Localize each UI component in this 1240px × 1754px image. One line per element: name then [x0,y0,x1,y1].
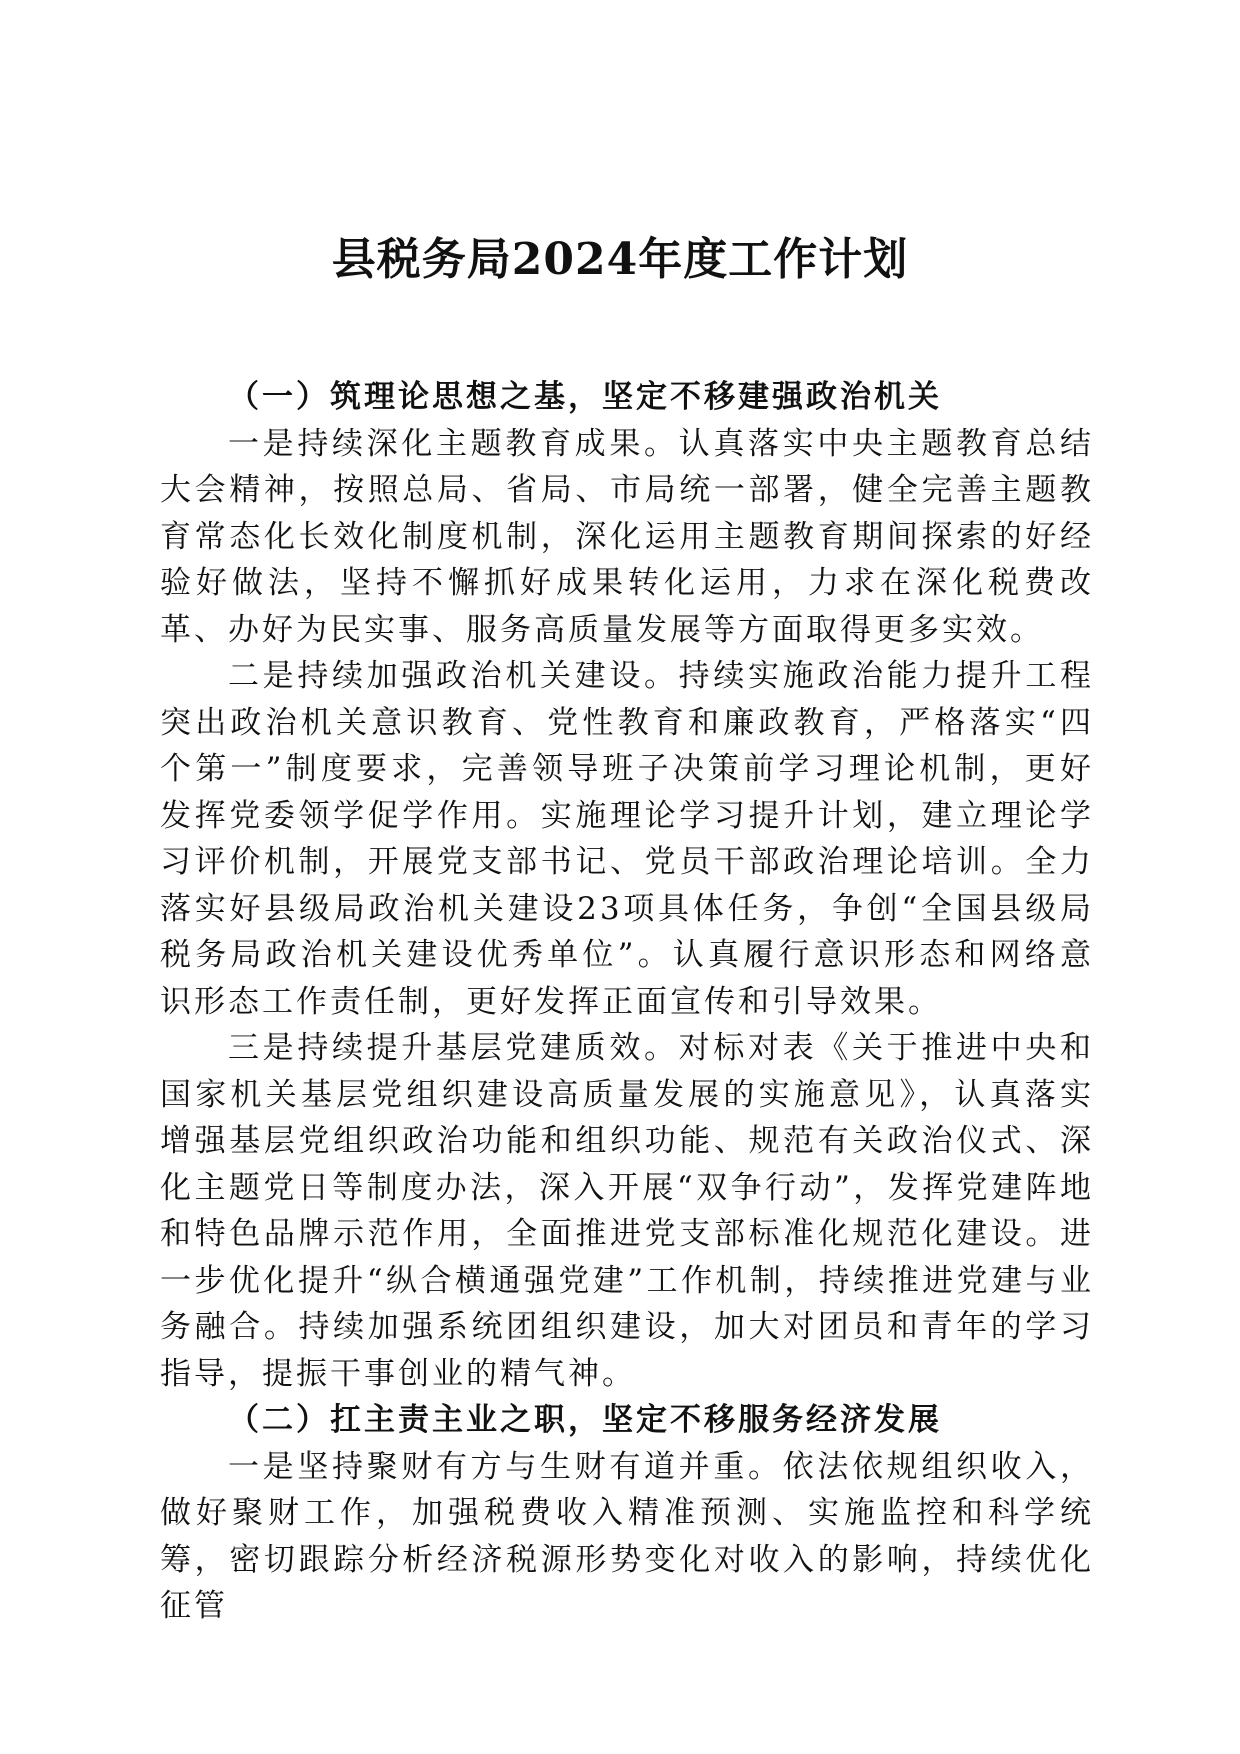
section-heading-2: （二）扛主责主业之职，坚定不移服务经济发展 [228,1402,942,1438]
paragraph-2: 二是持续加强政治机关建设。持续实施政治能力提升工程突出政治机关意识教育、党性教育和廉政教育，严格落实“四个第一”制度要求，完善领导班子决策前学习理论机制，更好发挥党委领学促学作用。实施理论学习提升计划，建立理论学习评价机制，开展党支部书记、党员干部政治理论培训。全力落实好县级局政治机关建设23项具体任务，争创“全国县级局税务局政治机关建设优秀单位”。认真履行意识形态和网络意识形态工作责任制，更好发挥正面宣传和引导效果。 [160,658,1094,1020]
paragraph-1: 一是持续深化主题教育成果。认真落实中央主题教育总结大会精神，按照总局、省局、市局统一部署，健全完善主题教育常态化长效化制度机制，深化运用主题教育期间探索的好经验好做法，坚持不懈抓好成果转化运用，力求在深化税费改革、办好为民实事、服务高质量发展等方面取得更多实效。 [160,425,1094,648]
document-body [160,374,1094,1630]
section-heading-1: （一）筑理论思想之基，坚定不移建强政治机关 [228,379,942,415]
paragraph-4: 一是坚持聚财有方与生财有道并重。依法依规组织收入，做好聚财工作，加强税费收入精准预测、实施监控和科学统筹，密切跟踪分析经济税源形势变化对收入的影响，持续优化征管 [160,1448,1094,1624]
paragraph-3: 三是持续提升基层党建质效。对标对表《关于推进中央和国家机关基层党组织建设高质量发展的实施意见》，认真落实增强基层党组织政治功能和组织功能、规范有关政治仪式、深化主题党日等制度办法，深入开展“双争行动”，发挥党建阵地和特色品牌示范作用，全面推进党支部标准化规范化建设。进一步优化提升“纵合横通强党建”工作机制，持续推进党建与业务融合。持续加强系统团组织建设，加大对团员和青年的学习指导，提振干事创业的精气神。 [160,1030,1094,1392]
document-title: 县税务局2024年度工作计划 [331,234,909,285]
